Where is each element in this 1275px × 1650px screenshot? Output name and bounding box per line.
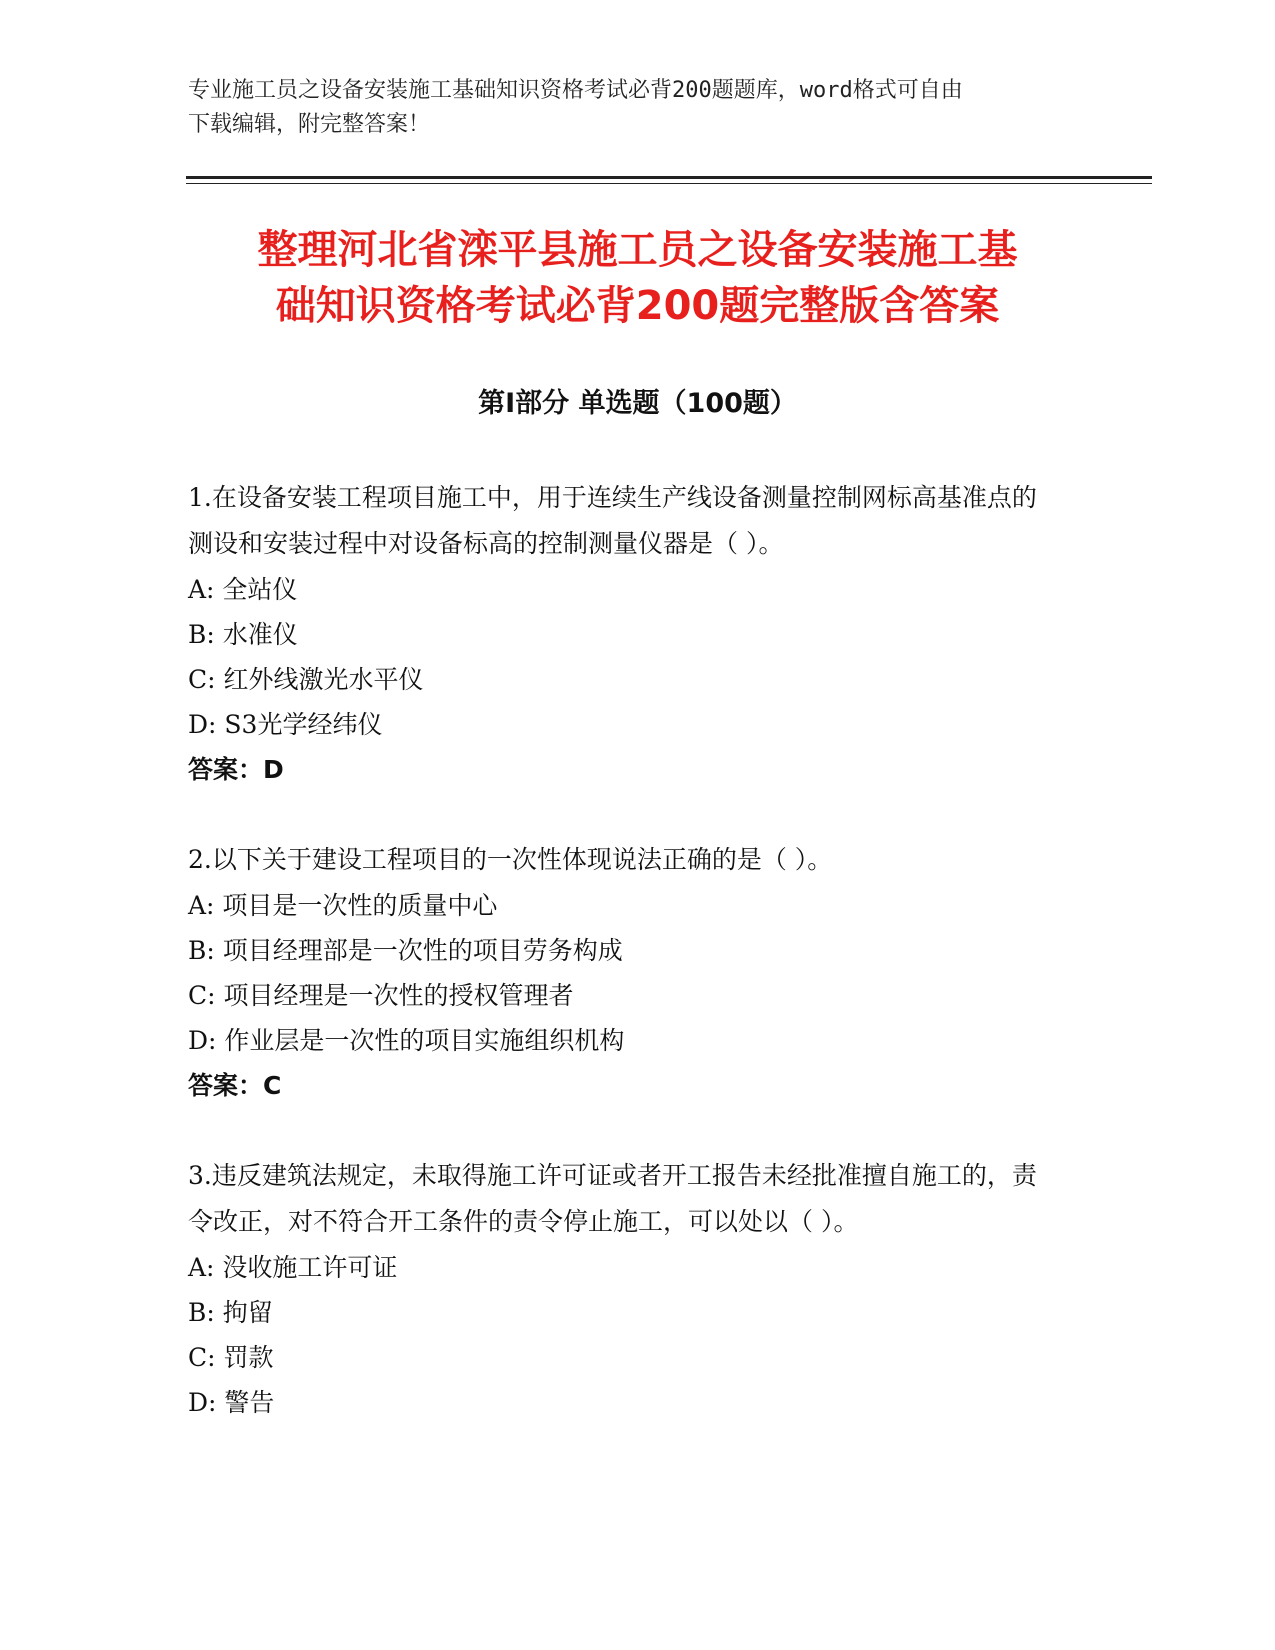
- question-text: 3.违反建筑法规定，未取得施工许可证或者开工报告未经批准擅自施工的，责令改正，对不符合开工条件的责令停止施工，可以处以（ ）。: [188, 1161, 1037, 1236]
- question-text: 2.以下关于建设工程项目的一次性体现说法正确的是（ ）。: [188, 845, 833, 874]
- answer: 答案：C: [188, 1071, 282, 1100]
- document-title-line-1: 整理河北省滦平县施工员之设备安装施工基: [257, 227, 1018, 273]
- option-b: B: 拘留: [188, 1298, 273, 1327]
- option-a: A: 全站仪: [188, 575, 298, 604]
- question-3: [188, 1153, 1058, 1425]
- header-divider-thick: [186, 176, 1152, 179]
- option-b: B: 项目经理部是一次性的项目劳务构成: [188, 936, 623, 965]
- document-title: [190, 222, 1085, 334]
- option-a: A: 项目是一次性的质量中心: [188, 891, 498, 920]
- option-a: A: 没收施工许可证: [188, 1253, 398, 1282]
- answer: 答案：D: [188, 755, 284, 784]
- question-1: [188, 475, 1058, 793]
- option-c: C: 罚款: [188, 1343, 274, 1372]
- question-2: [188, 837, 1058, 1109]
- option-d: D: 作业层是一次性的项目实施组织机构: [188, 1026, 625, 1055]
- header-note-line-2: 下载编辑，附完整答案！: [188, 112, 431, 137]
- option-b: B: 水准仪: [188, 620, 298, 649]
- section-title: 第Ⅰ部分 单选题（100题）: [478, 388, 797, 419]
- header-note: [188, 74, 1088, 142]
- document-title-line-2: 础知识资格考试必背200题完整版含答案: [275, 283, 1000, 329]
- option-c: C: 项目经理是一次性的授权管理者: [188, 981, 574, 1010]
- header-divider-thin: [186, 183, 1152, 184]
- option-d: D: S3光学经纬仪: [188, 710, 383, 739]
- header-note-line-1: 专业施工员之设备安装施工基础知识资格考试必背200题题库，word格式可自由: [188, 78, 963, 103]
- option-c: C: 红外线激光水平仪: [188, 665, 424, 694]
- option-d: D: 警告: [188, 1388, 275, 1417]
- question-list: [188, 475, 1058, 1469]
- question-text: 1.在设备安装工程项目施工中，用于连续生产线设备测量控制网标高基准点的测设和安装过程中对设备标高的控制测量仪器是（ ）。: [188, 483, 1037, 558]
